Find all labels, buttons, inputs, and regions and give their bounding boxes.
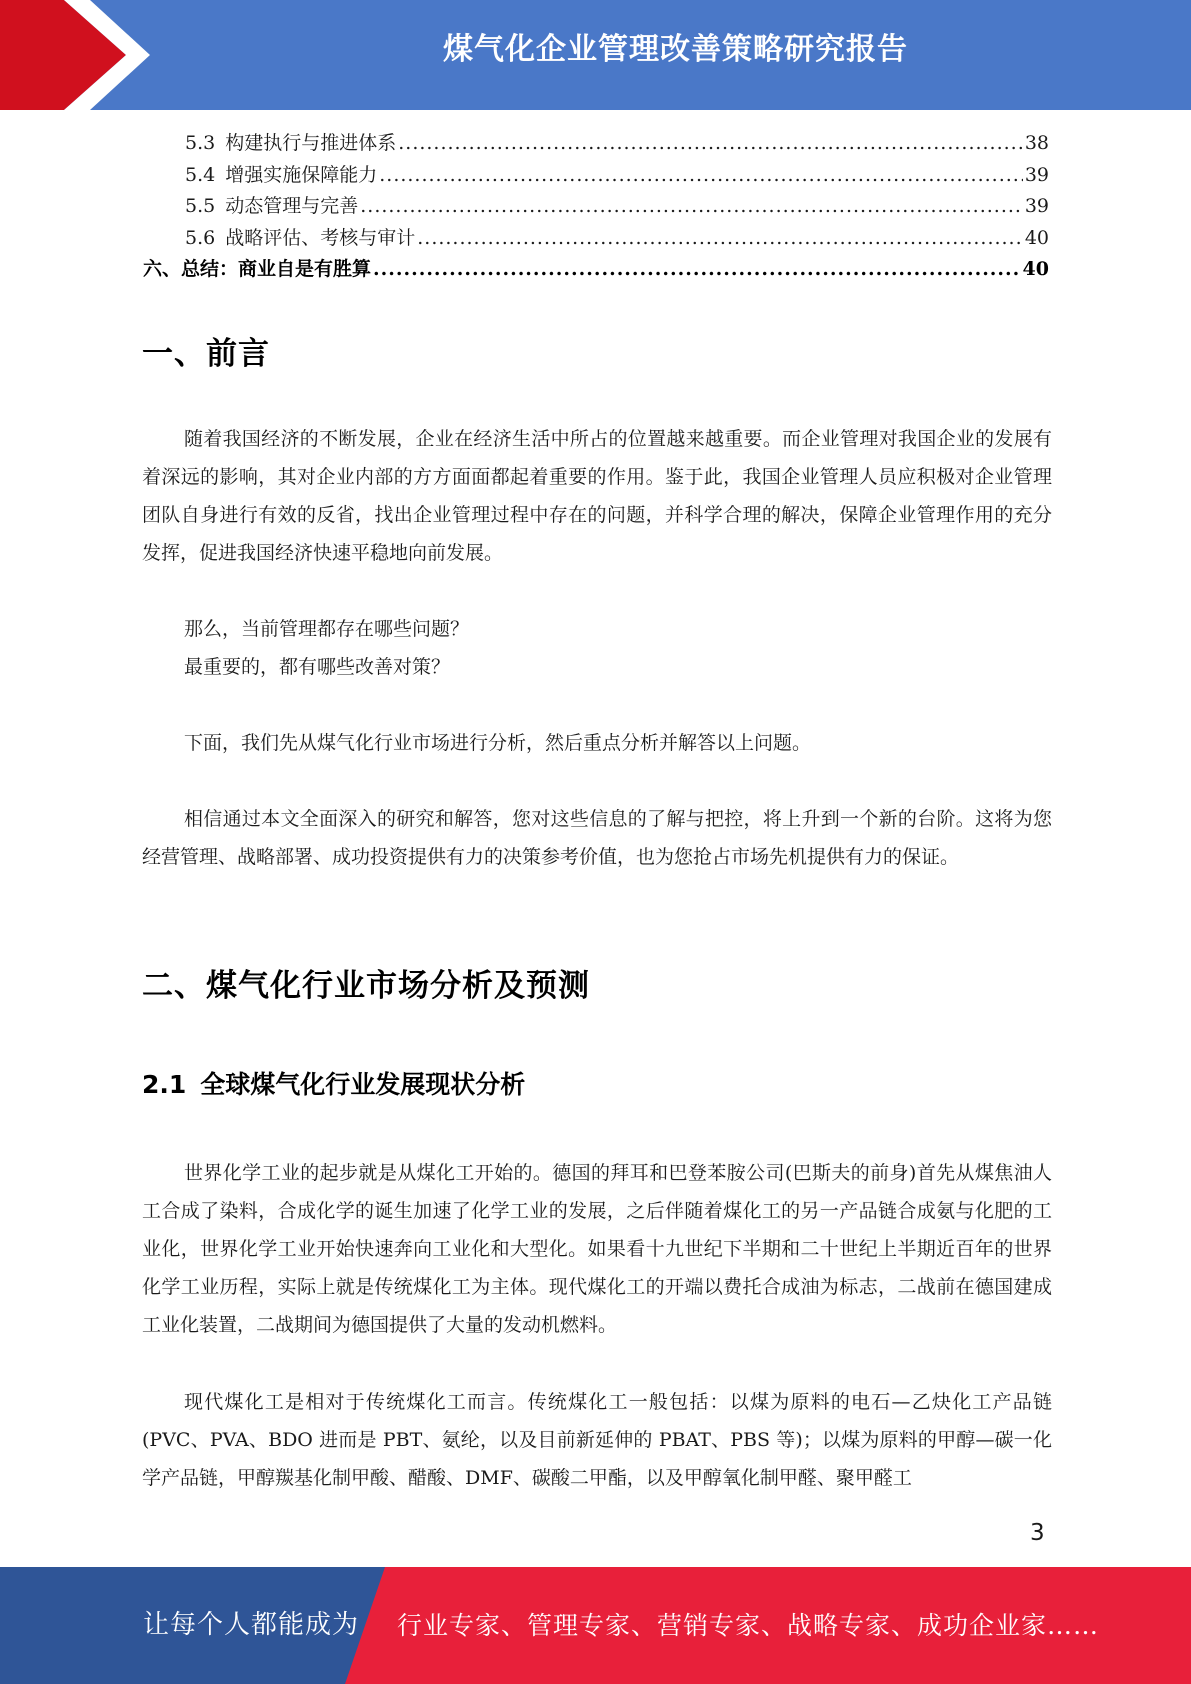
subsection-number: 2.1 (142, 1070, 187, 1099)
toc-entry-label: 增强实施保障能力 (225, 163, 378, 186)
toc-entry-5-6[interactable] (143, 223, 1049, 255)
page-header (0, 0, 1191, 110)
toc-entry-5-4[interactable] (143, 160, 1049, 192)
toc-entry-page: 39 (1024, 163, 1049, 186)
toc-entry-label: 战略评估、考核与审计 (225, 226, 416, 249)
section-heading-market: 二、煤气化行业市场分析及预测 (142, 968, 590, 1004)
toc-entry-page: 38 (1024, 132, 1049, 154)
toc-entry-page: 40 (1024, 226, 1049, 249)
section-heading-preface: 一、前言 (142, 336, 270, 372)
toc-leader-dots (379, 160, 1023, 192)
toc-leader-dots (360, 191, 1023, 223)
preface-question-2: 最重要的，都有哪些改善对策？ (184, 656, 451, 678)
toc-entry-number: 5.4 (185, 163, 216, 186)
market-paragraph-2: 现代煤化工是相对于传统煤化工而言。传统煤化工一般包括：以煤为原料的电石—乙炔化工产品链(PVC、PVA、BDO 进而是 PBT、氨纶，以及目前新延伸的 PBAT、PBS 等)；以煤为原料的甲醇—碳一化学产品链，甲醇羰基化制甲酸、醋酸、DMF、碳酸二甲酯，以及甲醇氧化制甲醛、聚甲醛工 (142, 1391, 1052, 1489)
toc-entry-label: 六、总结：商业自是有胜算 (143, 258, 372, 280)
footer-slogan-right: 行业专家、管理专家、营销专家、战略专家、成功企业家…… (397, 1611, 1100, 1640)
page-footer (0, 1567, 1191, 1684)
toc-entry-summary[interactable] (143, 254, 1049, 286)
footer-slogan-left: 让每个人都能成为 (143, 1610, 360, 1640)
toc-leader-dots (417, 223, 1023, 255)
preface-paragraph-2: 下面，我们先从煤气化行业市场进行分析，然后重点分析并解答以上问题。 (184, 732, 812, 754)
toc-leader-dots (373, 254, 1021, 286)
header-arrow-decoration (0, 0, 160, 110)
toc-entry-page: 40 (1022, 258, 1049, 280)
preface-question-1: 那么，当前管理都存在哪些问题？ (184, 618, 470, 640)
market-paragraph-1: 世界化学工业的起步就是从煤化工开始的。德国的拜耳和巴登苯胺公司(巴斯夫的前身)首先从煤焦油人工合成了染料，合成化学的诞生加速了化学工业的发展，之后伴随着煤化工的另一产品链合成氨与化肥的工业化，世界化学工业开始快速奔向工业化和大型化。如果看十九世纪下半期和二十世纪上半期近百年的世界化学工业历程，实际上就是传统煤化工为主体。现代煤化工的开端以费托合成油为标志，二战前在德国建成工业化装置，二战期间为德国提供了大量的发动机燃料。 (142, 1162, 1052, 1336)
toc-entry-5-3[interactable] (143, 128, 1049, 160)
toc-entry-number: 5.5 (185, 195, 216, 217)
toc-entry-5-5[interactable] (143, 191, 1049, 223)
subsection-heading-2-1 (142, 1065, 525, 1101)
subsection-title: 全球煤气化行业发展现状分析 (200, 1070, 526, 1099)
preface-paragraph-1: 随着我国经济的不断发展，企业在经济生活中所占的位置越来越重要。而企业管理对我国企业的发展有着深远的影响，其对企业内部的方方面面都起着重要的作用。鉴于此，我国企业管理人员应积极对企业管理团队自身进行有效的反省，找出企业管理过程中存在的问题，并科学合理的解决，保障企业管理作用的充分发挥，促进我国经济快速平稳地向前发展。 (142, 428, 1052, 564)
toc-entry-label: 动态管理与完善 (225, 195, 359, 217)
toc-leader-dots (398, 128, 1023, 160)
preface-paragraph-3: 相信通过本文全面深入的研究和解答，您对这些信息的了解与把控，将上升到一个新的台阶。这将为您经营管理、战略部署、成功投资提供有力的决策参考价值，也为您抢占市场先机提供有力的保证。 (142, 808, 1052, 868)
toc-entry-label: 构建执行与推进体系 (225, 132, 397, 154)
toc-entry-number: 5.6 (185, 226, 216, 249)
page-number: 3 (1030, 1520, 1045, 1546)
toc-entry-page: 39 (1024, 195, 1049, 217)
table-of-contents (143, 128, 1049, 286)
report-title: 煤气化企业管理改善策略研究报告 (443, 32, 908, 67)
toc-entry-number: 5.3 (185, 132, 216, 154)
